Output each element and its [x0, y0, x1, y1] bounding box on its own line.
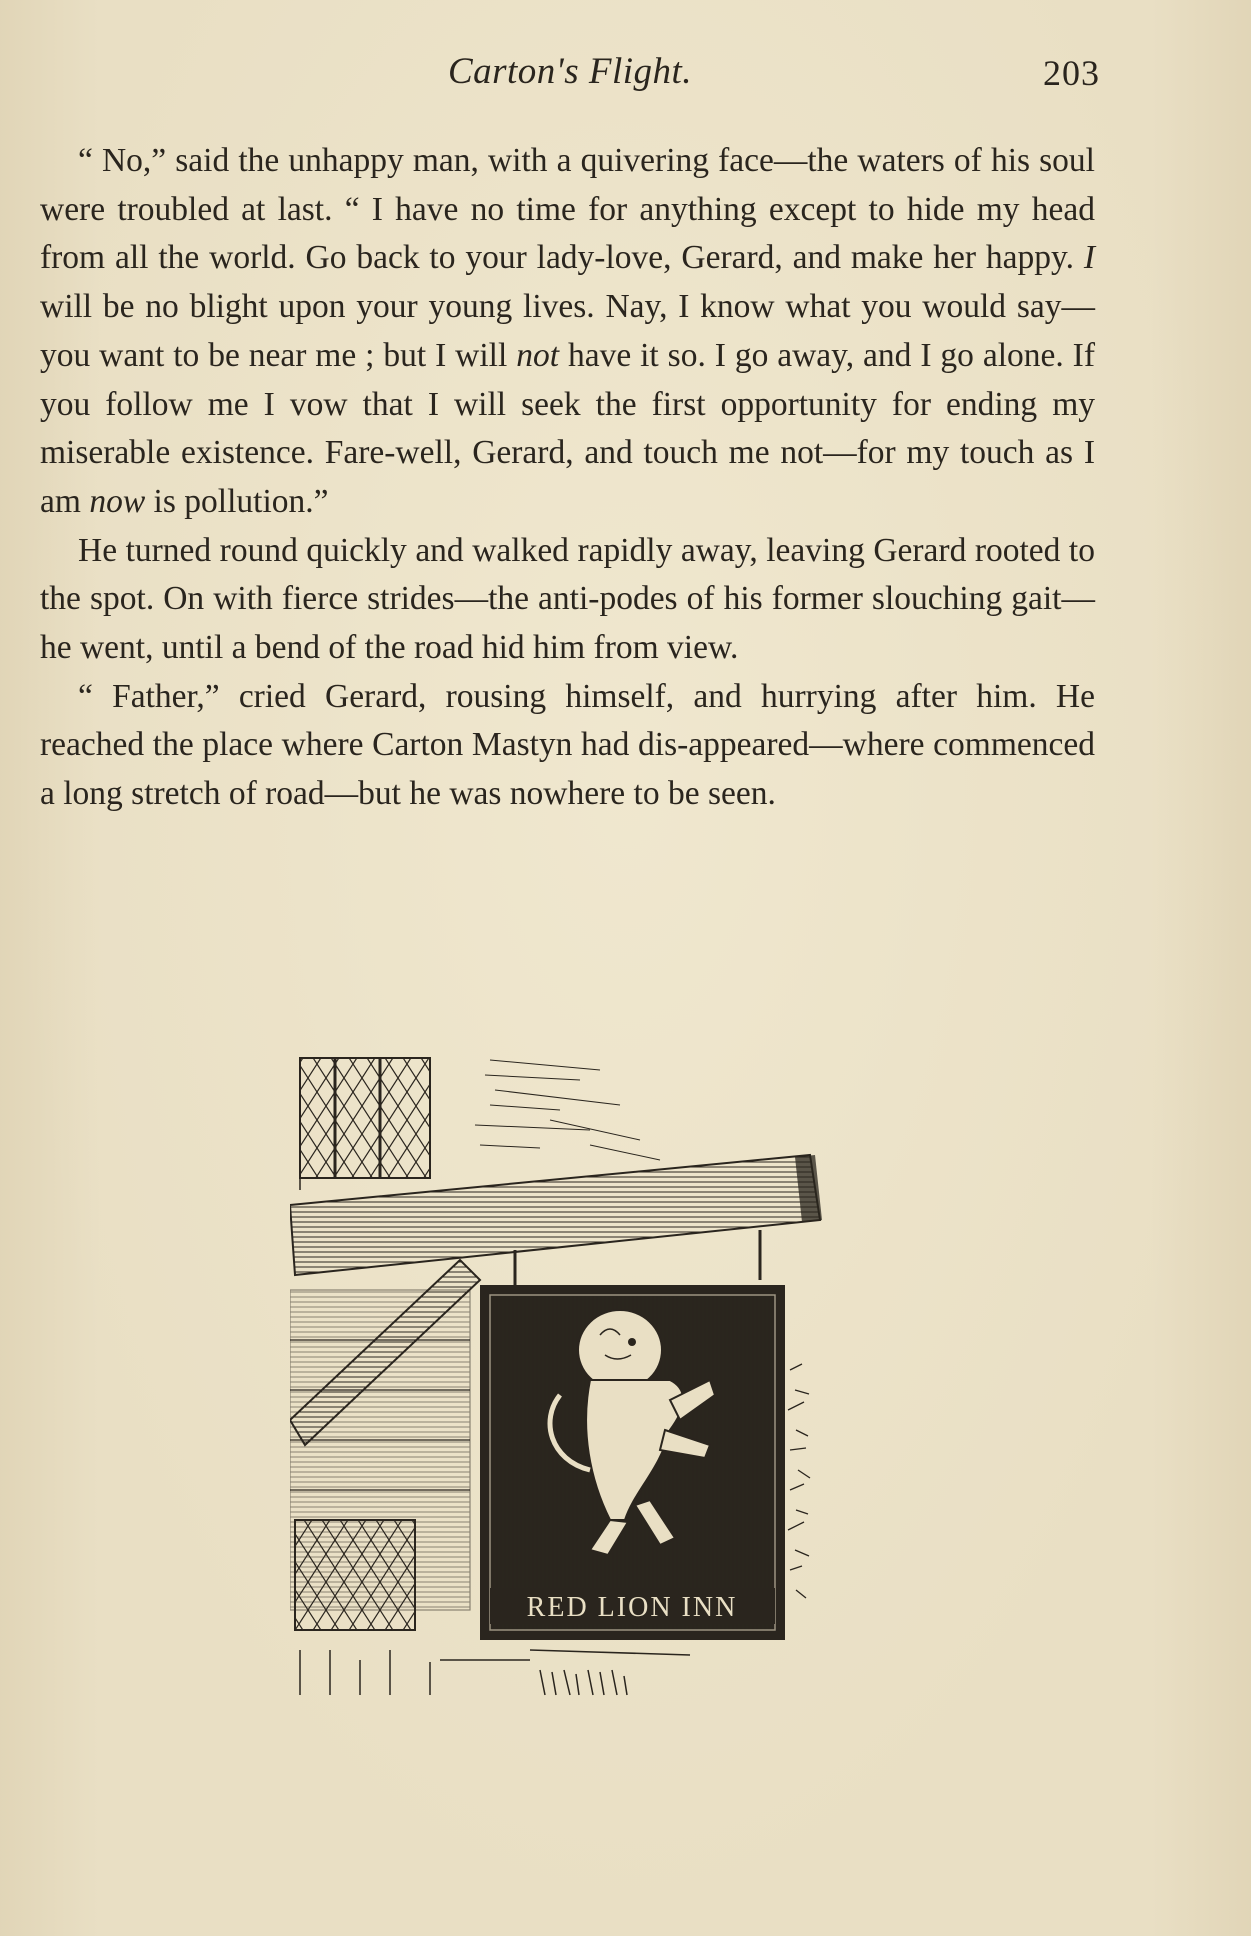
paragraph-1 [40, 137, 1095, 527]
lower-fence [300, 1650, 690, 1695]
emphasis-not: not [516, 336, 560, 374]
sign-lettering: RED LION INN [526, 1592, 738, 1623]
paragraph-2: He turned round quickly and walked rapidly away, leaving Gerard rooted to the spot. On with fierce strides—the anti-podes of his former slouching gait—he went, until a bend of the road hid him from view. [40, 531, 1095, 667]
emphasis-i: I [1083, 239, 1095, 277]
paragraph-1-part-3: have it so. I go away, and I go alone. If you follow me I vow that I will seek the first opportunity for ending my miserable existence. Fare-well, Gerard, and touch me not—for my touch as I am [40, 336, 1095, 520]
inn-signboard [480, 1285, 785, 1640]
wall-planks [290, 1290, 470, 1630]
lattice-window [300, 1058, 430, 1190]
roof-hatching [475, 1060, 660, 1160]
red-lion-inn-engraving [290, 1050, 850, 1700]
running-title: Carton's Flight. [447, 51, 693, 92]
emphasis-now: now [89, 482, 146, 520]
paragraph-1-part-4: is pollution.” [145, 482, 329, 520]
paragraph-1-part-2: will be no blight upon your young lives. Nay, I know what you would say—you want to be near me ; but I will [40, 288, 1095, 374]
page-number: 203 [1043, 53, 1100, 93]
paragraph-3: “ Father,” cried Gerard, rousing himself, and hurrying after him. He reached the place where Carton Mastyn had dis-appeared—where commenced a long stretch of road—but he was nowhere to be seen. [40, 677, 1095, 813]
running-head [40, 50, 1100, 100]
body-text [40, 137, 1095, 819]
paragraph-1-part-1: “ No,” said the unhappy man, with a quivering face—the waters of his soul were troubled at last. “ I have no time for anything except to hide my head from all the world. Go back to your lady-love, Gerard, and make her happy. [40, 142, 1095, 277]
foliage-hatching [788, 1364, 810, 1598]
